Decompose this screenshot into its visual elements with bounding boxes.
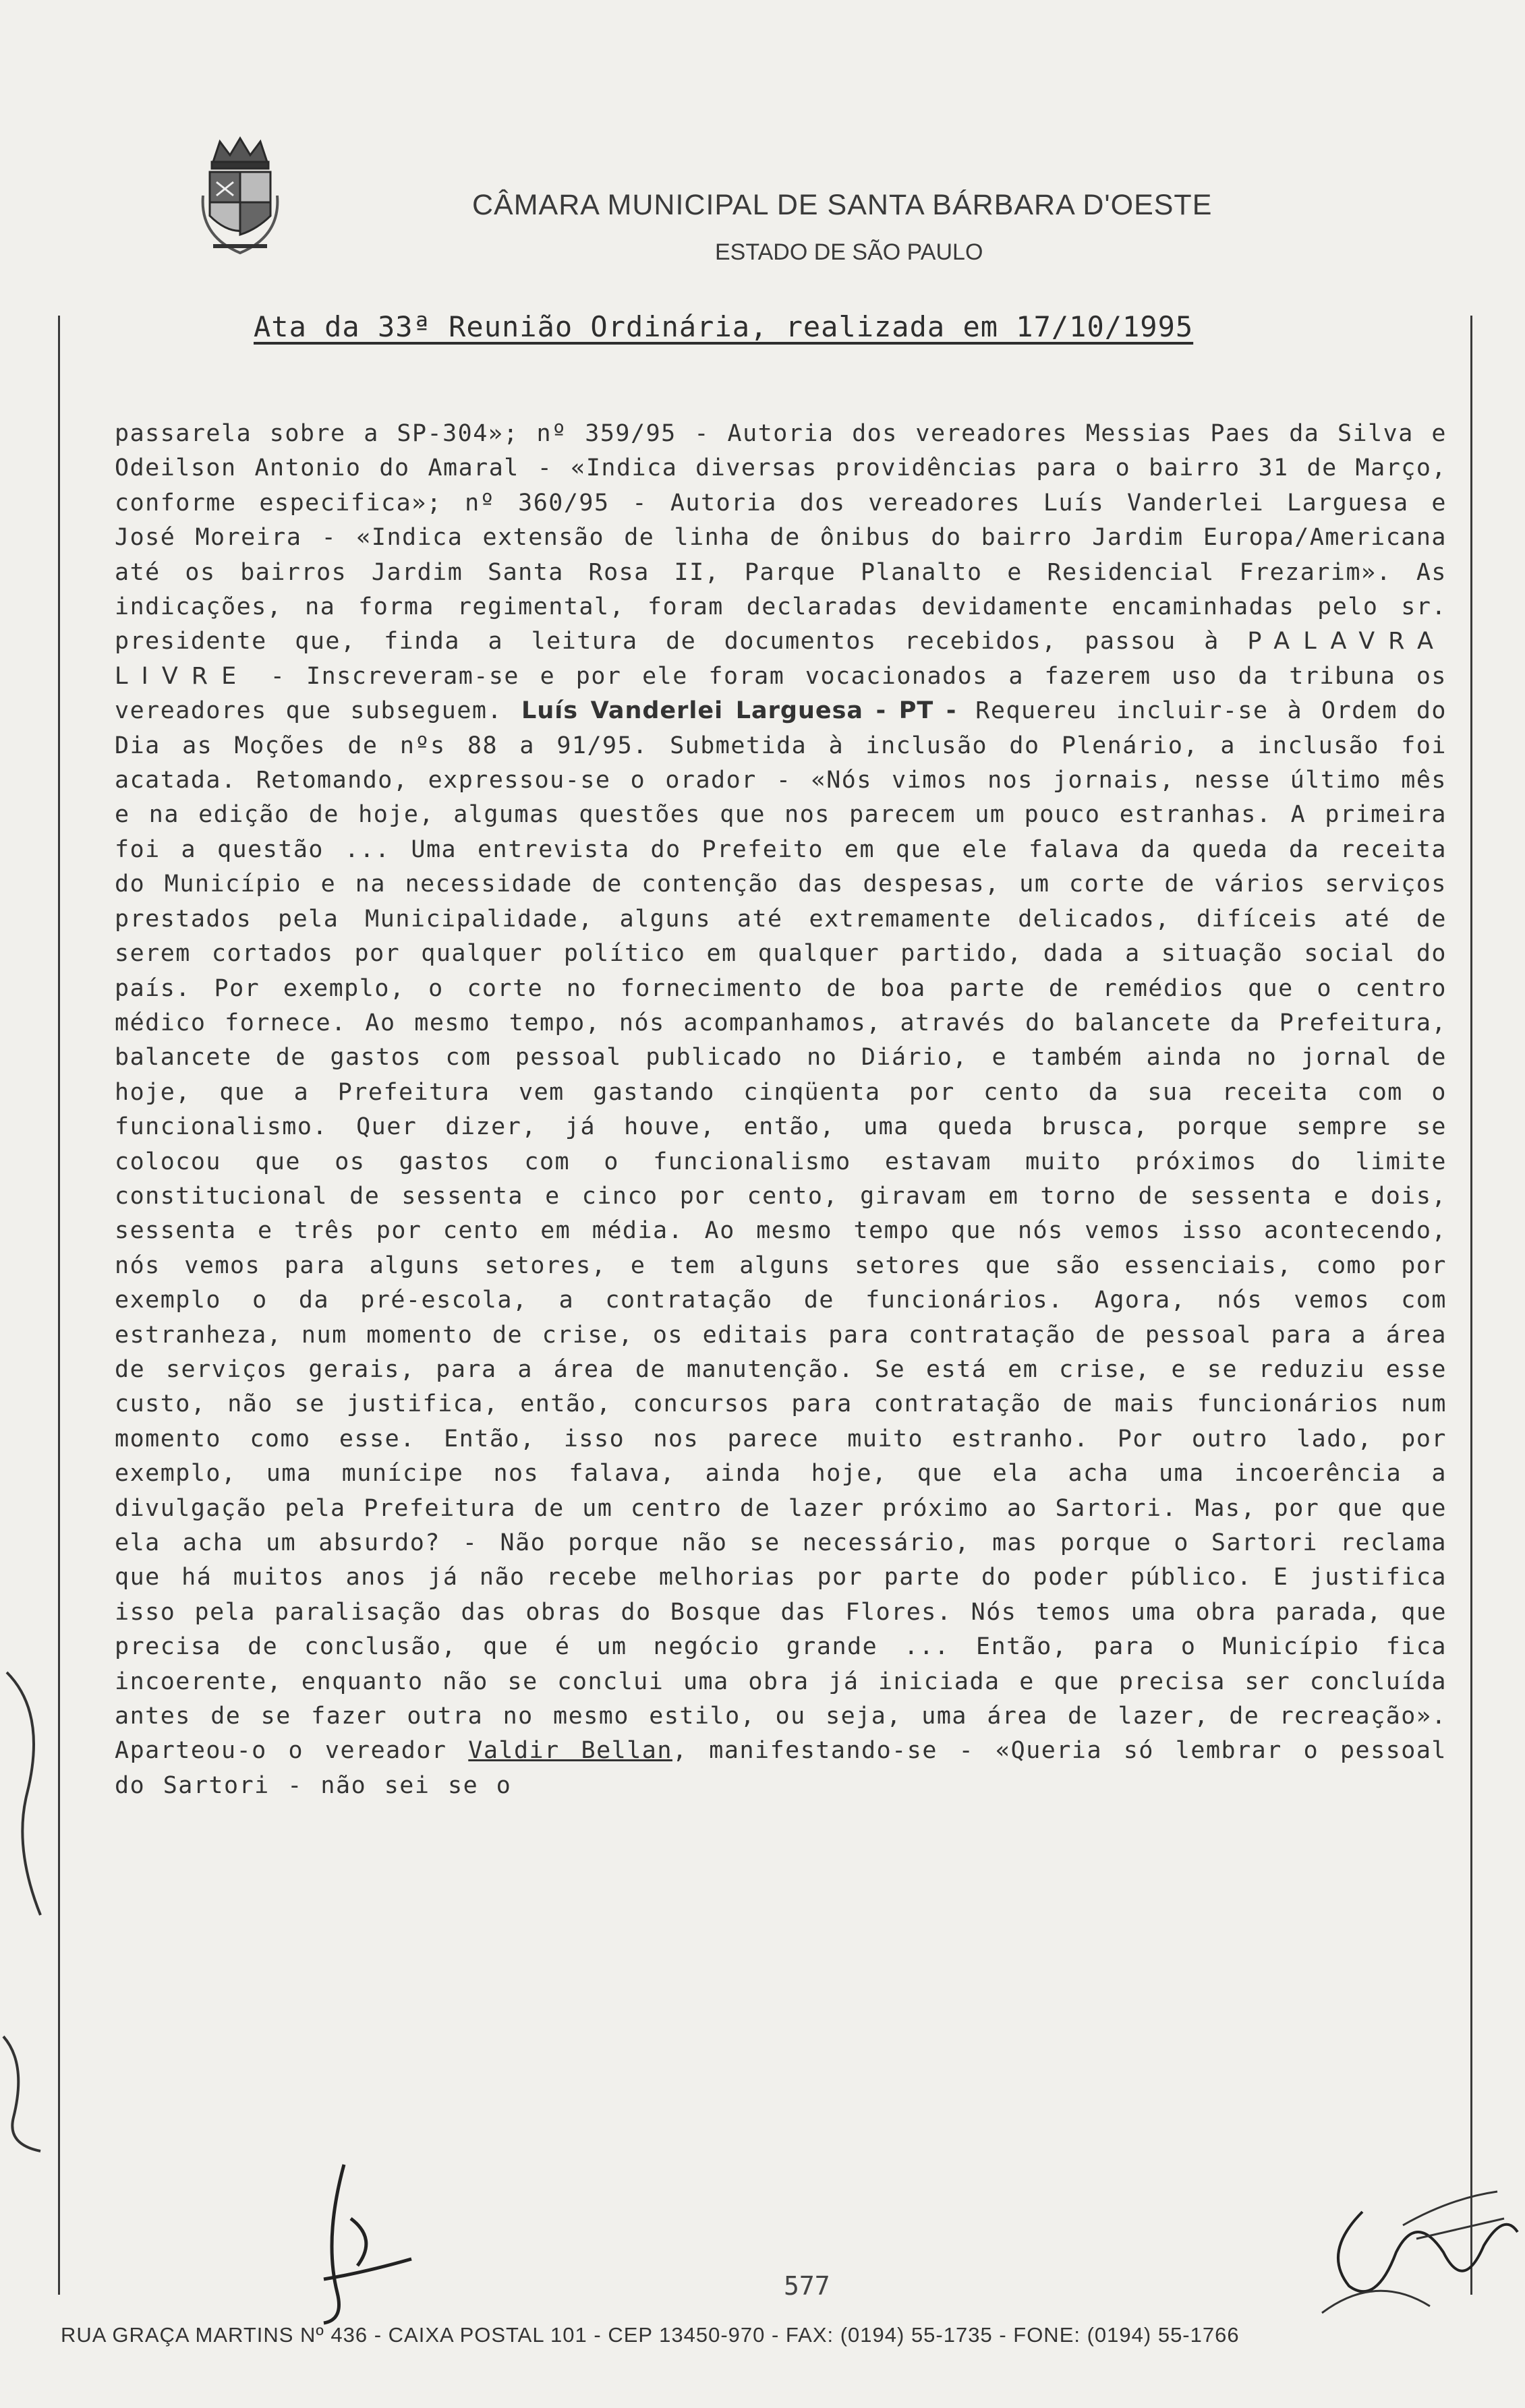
body-text-part-2: - Inscreveram-se e por ele foram vocacionados a fazerem uso da tribuna os vereadores que subseguem.: [115, 662, 1447, 725]
minutes-title: Ata da 33ª Reunião Ordinária, realizada em 17/10/1995: [254, 310, 1194, 343]
right-margin-rule: [1470, 316, 1472, 2295]
handwritten-signature-1: [283, 2158, 418, 2326]
coat-of-arms-icon: [200, 135, 281, 260]
palavra-livre-heading: PALAVRA LIVRE: [115, 628, 1447, 690]
institution-name: CÂMARA MUNICIPAL DE SANTA BÁRBARA D'OESTE: [472, 189, 1213, 221]
body-text-part-3: Requereu incluir-se à Ordem do Dia as Moções de nºs 88 a 91/95. Submetida à inclusão do Plenário, a inclusão foi acatada. Retomando, expressou-se o orador - «Nós vimos nos jornais, nesse último mês e na edição de hoje, algumas questões que nos parecem um pouco estranhas. A primeira foi a questão ... Uma entrevista do Prefeito em que ele falava da queda da receita do Município e na necessidade de contenção das despesas, um corte de vários serviços prestados pela Municipalidade, alguns até extremamente delicados, difíceis até de serem cortados por qualquer político em qualquer partido, dada a situação social do país. Por exemplo, o corte no fornecimento de boa parte de remédios que o centro médico fornece. Ao mesmo tempo, nós acompanhamos, através do balancete da Prefeitura, balancete de gastos com pessoal publicado no Diário, e também ainda no jornal de hoje, que a Prefeitura vem gastando cinqüenta por cento da sua receita com o funcionalismo. Quer dizer, já houve, então, uma queda brusca, porque sempre se colocou que os gastos com o funcionalismo estavam muito próximos do limite constitucional de sessenta e cinco por cento, giravam em torno de sessenta e dois, sessenta e três por cento em média. Ao mesmo tempo que nós vemos isso acontecendo, nós vemos para alguns setores, e tem alguns setores que são essenciais, como por exemplo o da pré-escola, a contratação de funcionários. Agora, nós vemos com estranheza, num momento de crise, os editais para contratação de pessoal para a área de serviços gerais, para a área de manutenção. Se está em crise, e se reduziu esse custo, não se justifica, então, concursos para contratação de mais funcionários num momento como esse. Então, isso nos parece muito estranho. Por outro lado, por exemplo, uma munícipe nos falava, ainda hoje, que ela acha uma incoerência a divulgação pela Prefeitura de um centro de lazer próximo ao Sartori. Mas, por que que ela acha um absurdo? - Não porque não se necessário, mas porque o Sartori reclama que há muitos anos já não recebe melhorias por parte do poder público. E justifica isso pela paralisação das obras do Bosque das Flores. Nós temos uma obra parada, que precisa de conclusão, que é um negócio grande ... Então, para o Município fica incoerente, enquanto não se conclui uma obra já iniciada e que precisa ser concluída antes de se fazer outra no mesmo estilo, ou seja, uma área de lazer, de recreação». Aparteou-o o vereador: [115, 697, 1447, 1765]
body-text-part-4: , manifestando-se - «Queria só lembrar o pessoal do Sartori - não sei se o: [115, 1737, 1447, 1799]
speaker-name: Luís Vanderlei Larguesa - PT -: [521, 697, 957, 725]
left-margin-rule: [58, 316, 60, 2295]
handwritten-signature-2: [1282, 2171, 1525, 2333]
footer-address: RUA GRAÇA MARTINS Nº 436 - CAIXA POSTAL 101 - CEP 13450-970 - FAX: (0194) 55-1735 - FONE: (0194) 55-1766: [61, 2323, 1240, 2347]
institution-state: ESTADO DE SÃO PAULO: [715, 239, 983, 265]
aparte-councilor-name: Valdir Bellan: [468, 1737, 672, 1765]
minutes-body: [115, 417, 1447, 1803]
page-number: 577: [784, 2271, 830, 2301]
body-text-part-1: passarela sobre a SP-304»; nº 359/95 - Autoria dos vereadores Messias Paes da Silva e Odeilson Antonio do Amaral - «Indica diversas providências para o bairro 31 de Março, conforme especifica»; nº 360/95 - Autoria dos vereadores Luís Vanderlei Larguesa e José Moreira - «Indica extensão de linha de ônibus do bairro Jardim Europa/Americana até os bairros Jardim Santa Rosa II, Parque Planalto e Residencial Frezarim». As indicações, na forma regimental, foram declaradas devidamente encaminhadas pelo sr. presidente que, finda a leitura de documentos recebidos, passou à: [115, 420, 1447, 655]
left-edge-signature: [0, 1632, 54, 2158]
